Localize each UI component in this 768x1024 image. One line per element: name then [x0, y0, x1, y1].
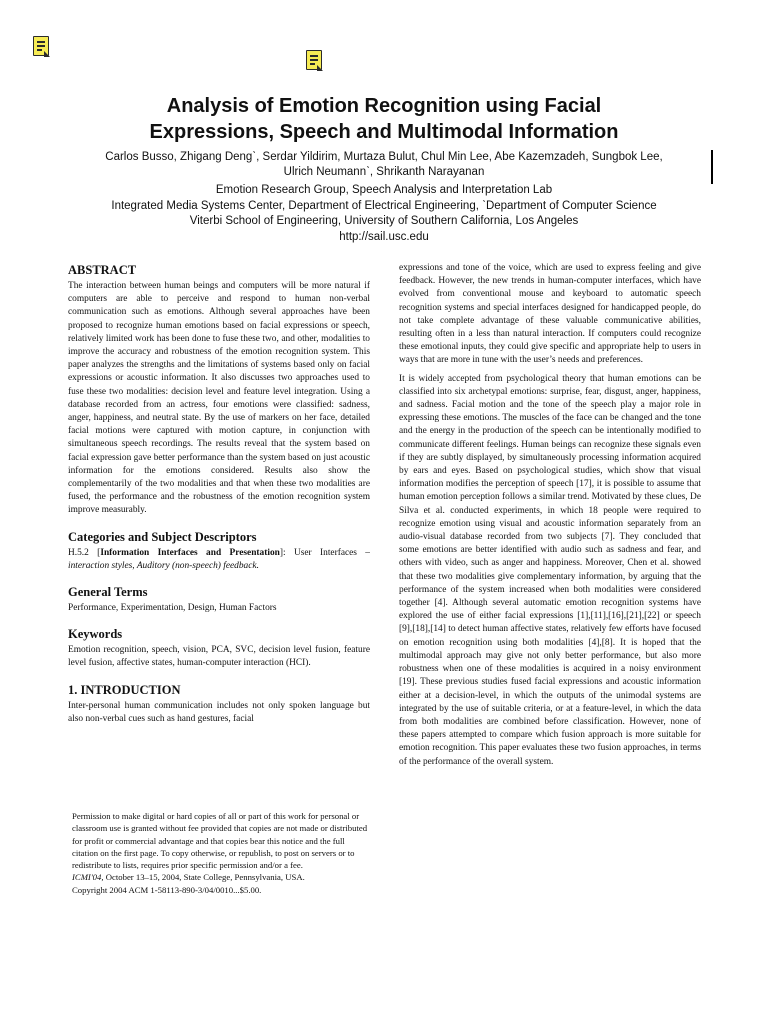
venue-line [72, 871, 372, 883]
categories-text [68, 547, 370, 573]
change-bar [711, 150, 713, 184]
note-line [37, 49, 42, 51]
affiliation-line: Emotion Research Group, Speech Analysis and Interpretation Lab [215, 184, 553, 196]
sticky-note-icon[interactable] [306, 50, 322, 70]
venue-details: October 13–15, 2004, State College, Pennsylvania, USA. [103, 872, 305, 883]
url-link[interactable]: http://sail.usc.edu [339, 230, 429, 243]
author-list [60, 150, 708, 180]
permission-text: Permission to make digital or hard copies of all or part of this work for personal or classroom use is granted without fee provided that copies are not made or distributed for profit or commercial advantage and that copies bear this notice and the full citation on the first page. To copy otherwise, or republish, to post on servers or to redistribute to lists, requires prior specific permission and/or a fee. [72, 811, 368, 871]
paper-title [0, 93, 768, 145]
categories-code: H.5.2 [ [68, 547, 101, 558]
introduction-heading: 1. INTRODUCTION [68, 682, 181, 697]
authors-line: Ulrich Neumannˋ, Shrikanth Narayanan [283, 166, 485, 178]
left-column [68, 262, 370, 726]
categories-heading: Categories and Subject Descriptors [68, 529, 257, 544]
abstract-text: The interaction between human beings and computers will be more natural if computers are able to perceive and respond to human non-verbal communication such as emotions. Although several approaches have been proposed to recognize human emotions based on facial expressions or speech, relatively limited work has been done to fuse these two, and other, modalities to improve the accuracy and robustness of the emotion recognition system. This paper analyzes the strengths and the limitations of systems based only on facial expressions or acoustic information. It also discusses two approaches used to fuse these two modalities: decision level and feature level integration. Using a database recorded from an actress, four emotions were classified: sadness, anger, happiness, and neutral state. By the use of markers on her face, detailed facial motions were captured with motion capture, in conjunction with simultaneous speech recordings. The results reveal that the system based on facial expression gave better performance than the system based on just acoustic information for the emotions considered. Results also show the complementarily of the two modalities and that when these two modalities are fused, the performance and the robustness of the emotion recognition system improve measurably. [68, 281, 370, 516]
affiliation-line: Viterbi School of Engineering, University of Southern California, Los Angeles [189, 215, 579, 228]
affiliation-line: Integrated Media Systems Center, Department of Electrical Engineering, ˋDepartment of Computer Science [111, 199, 657, 212]
categories-bold: Information Interfaces and Presentation [100, 547, 280, 558]
note-line [310, 63, 315, 65]
categories-mid: ]: User Interfaces – [279, 547, 370, 558]
copyright-line: Copyright 2004 ACM 1-58113-890-3/04/0010...$5.00. [72, 884, 262, 895]
title-line: Expressions, Speech and Multimodal Information [149, 121, 619, 143]
keywords-text: Emotion recognition, speech, vision, PCA, SVC, decision level fusion, feature level fusion, affective states, human-computer interaction (HCI). [68, 645, 370, 669]
note-line [310, 55, 318, 57]
note-line [37, 45, 45, 47]
sticky-note-icon[interactable] [33, 36, 49, 56]
note-line [37, 41, 45, 43]
authors-line: Carlos Busso, Zhigang Dengˋ, Serdar Yildirim, Murtaza Bulut, Chul Min Lee, Abe Kazemzadeh, Sungbok Lee, [105, 151, 663, 163]
body-paragraph: It is widely accepted from psychological theory that human emotions can be classified into six archetypal emotions: surprise, fear, disgust, anger, happiness, and sadness. Facial motion and the tone of the speech play a major role in expressing these emotions. The muscles of the face can be changed and the tone and the energy in the production of the speech can be intentionally modified to communicate different feelings. Human beings can recognize these signals even if they are subtly displayed, by simultaneously processing information acquired by ears and eyes. Based on psychological studies, which show that visual information modifies the perception of speech [17], it is possible to assume that human emotion perception follows a similar trend. Motivated by these clues, De Silva et al. conducted experiments, in which 18 people were required to recognize emotion using visual and acoustic information separately from an audio-visual database recorded from two subjects [7]. They concluded that some emotions are better identified with audio such as sadness and fear, and others with video, such as anger and happiness. Moreover, Chen et al. showed that these two modalities give complementary information, by arguing that the performance of the system increased when both modalities were considered together [4]. Although several automatic emotion recognition systems have explored the use of either facial expressions [1],[11],[16],[21],[22] or speech [9],[18],[14] to detect human affective states, relatively few efforts have focused on emotion recognition using both modalities [4],[8]. It is hoped that the multimodal approach may give not only better performance, but also more robustness when one of these modalities is acquired in a noisy environment [19]. These previous studies fused facial expressions and acoustic information either at a decision-level, in which the outputs of the unimodal systems are integrated by the use of suitable criteria, or at a feature-level, in which the data from both modalities are combined before classification. However, none of these papers attempted to compare which fusion approach is more suitable for emotion recognition. This paper evaluates these two fusion approaches, in terms of the performance of the overall system. [399, 373, 701, 767]
general-terms-text: Performance, Experimentation, Design, Human Factors [68, 603, 277, 614]
general-terms-heading: General Terms [68, 585, 148, 600]
abstract-heading: ABSTRACT [68, 263, 137, 277]
keywords-heading: Keywords [68, 627, 123, 642]
introduction-text: Inter-personal human communication includes not only spoken language but also non-verbal cues such as hand gestures, facial [68, 700, 370, 724]
categories-italic: interaction styles, Auditory (non-speech) feedback. [68, 560, 259, 571]
right-column [399, 262, 701, 769]
note-line [310, 59, 318, 61]
body-paragraph: expressions and tone of the voice, which are used to express feeling and give feedback. However, the new trends in human-computer interfaces, which have evolved from conventional mouse and keyboard to automatic speech recognition systems and special interfaces designed for handicapped people, do not take complete advantage of these valuable communicative abilities, resulting often in a less than natural interaction. If computers could recognize these emotional inputs, they could give specific and appropriate help to users in ways that are more in tune with the user’s needs and preferences. [399, 263, 701, 366]
venue-name: ICMI'04, [72, 872, 104, 883]
permission-notice [72, 810, 372, 896]
affiliation-block [0, 183, 768, 245]
title-line: Analysis of Emotion Recognition using Facial [166, 95, 602, 117]
